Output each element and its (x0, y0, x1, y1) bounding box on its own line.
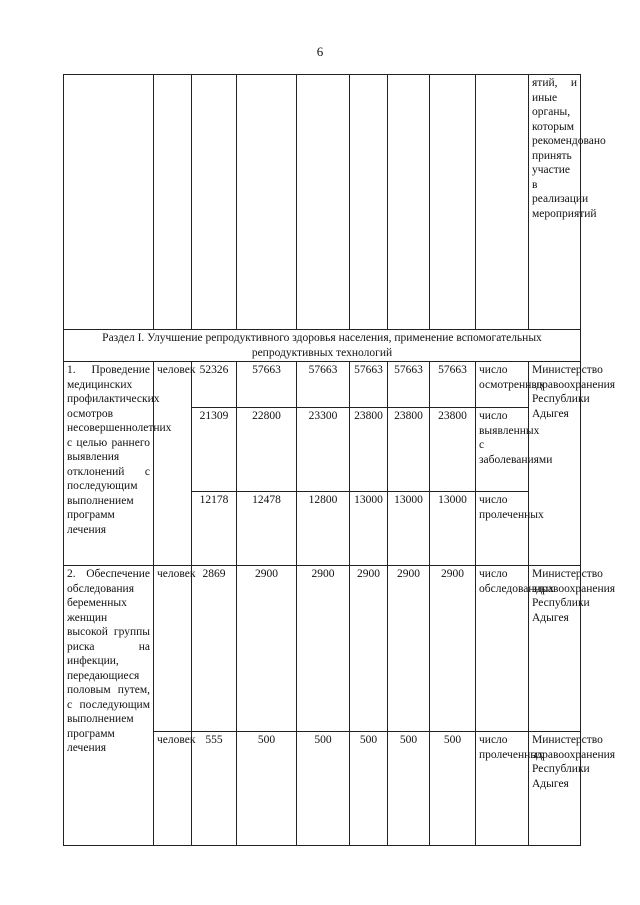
value-cell: 13000 (350, 492, 388, 566)
value-cell: 2900 (297, 566, 350, 732)
value-cell: 57663 (237, 362, 297, 408)
value-cell: 2869 (192, 566, 237, 732)
value-cell: 23800 (350, 408, 388, 492)
value-cell: 52326 (192, 362, 237, 408)
value-cell: 500 (297, 732, 350, 846)
activity-cell: 1. Проведение медицинских профилактических осмотров несовершеннолетних с целью раннего выявления отклонений с последующим выполнением программ лечения (64, 362, 154, 566)
value-cell: 13000 (430, 492, 476, 566)
section-title: Раздел I. Улучшение репродуктивного здоровья населения, применение вспомогательных репродуктивных технологий (64, 330, 581, 362)
value-cell: 57663 (297, 362, 350, 408)
value-cell: 2900 (237, 566, 297, 732)
responsible-cell: Министерство здравоохранения Республики Адыгея (529, 732, 581, 846)
page-number: 6 (316, 44, 324, 59)
unit-cell: человек (154, 566, 192, 732)
value-cell: 12478 (237, 492, 297, 566)
value-cell: 500 (350, 732, 388, 846)
indicator-cell: число выявленных с заболеваниями (476, 408, 529, 492)
unit-cell: человек (154, 362, 192, 566)
value-cell: 23800 (388, 408, 430, 492)
responsible-cell: Министерство здравоохранения Республики Адыгея (529, 362, 581, 566)
table-row (64, 362, 581, 408)
value-cell: 12800 (297, 492, 350, 566)
value-cell: 555 (192, 732, 237, 846)
value-cell: 57663 (430, 362, 476, 408)
value-cell: 12178 (192, 492, 237, 566)
indicator-cell: число обследованных (476, 566, 529, 732)
continuation-text: ятий, и иные органы, которым рекомендовано принять участие в реализации мероприятий (529, 75, 581, 330)
value-cell: 23800 (430, 408, 476, 492)
measures-table (63, 74, 616, 846)
value-cell: 13000 (388, 492, 430, 566)
value-cell: 57663 (388, 362, 430, 408)
value-cell: 500 (430, 732, 476, 846)
indicator-cell: число осмотренных (476, 362, 529, 408)
unit-cell: человек (154, 732, 192, 846)
value-cell: 500 (237, 732, 297, 846)
responsible-cell: Министерство здравоохранения Республики Адыгея (529, 566, 581, 732)
value-cell: 500 (388, 732, 430, 846)
table-row (64, 566, 581, 732)
value-cell: 23300 (297, 408, 350, 492)
value-cell: 2900 (350, 566, 388, 732)
value-cell: 57663 (350, 362, 388, 408)
value-cell: 22800 (237, 408, 297, 492)
indicator-cell: число пролеченных (476, 492, 529, 566)
value-cell: 2900 (388, 566, 430, 732)
value-cell: 21309 (192, 408, 237, 492)
value-cell: 2900 (430, 566, 476, 732)
indicator-cell: число пролеченных (476, 732, 529, 846)
activity-cell: 2. Обеспечение обследования беременных женщин высокой группы риска на инфекции, передающиеся половым путем, с последующим выполнением программ лечения (64, 566, 154, 846)
section-header-row (64, 330, 581, 362)
continuation-row (64, 75, 581, 330)
